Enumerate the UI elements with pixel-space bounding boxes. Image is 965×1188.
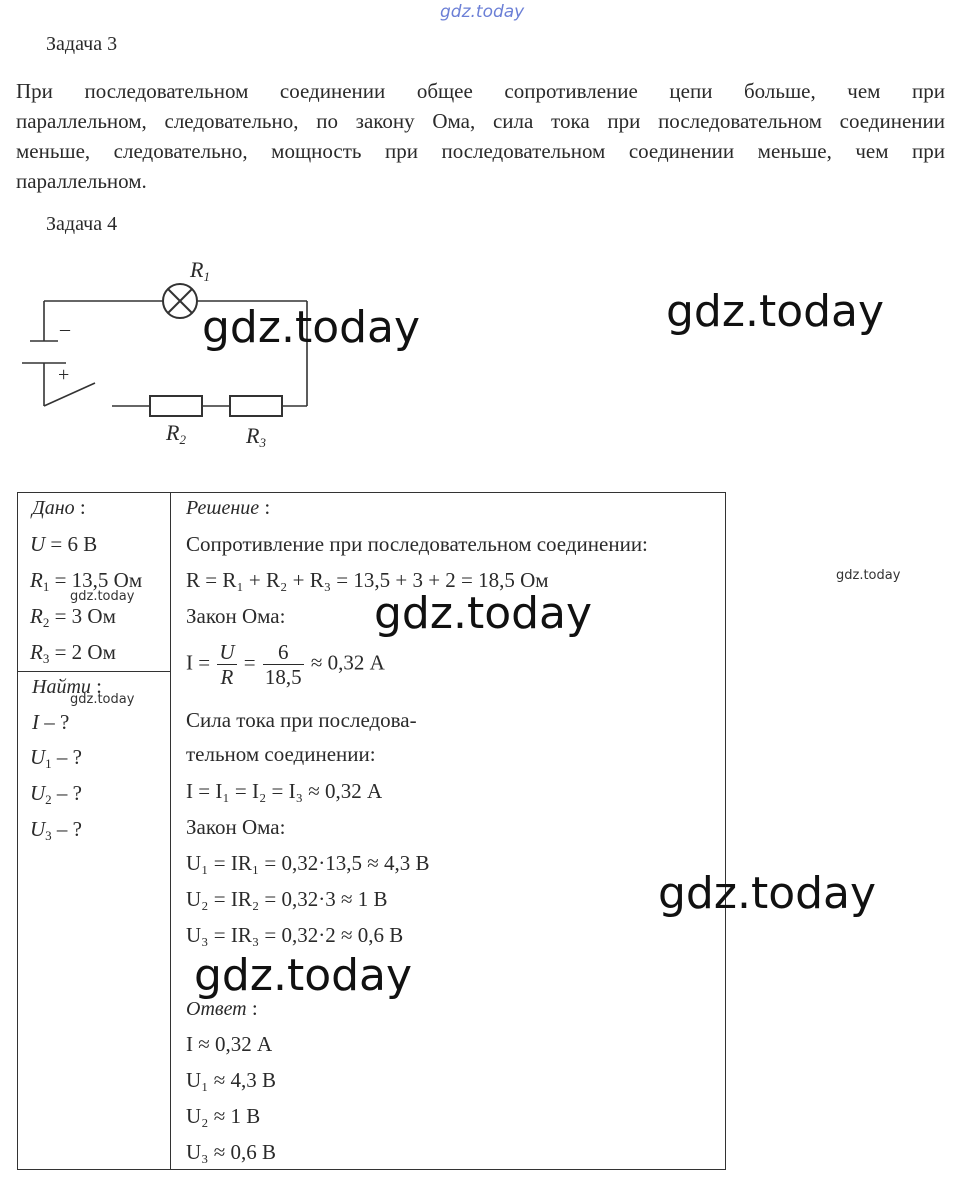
answer-u1: U₁ ≈ 4,3 В xyxy=(186,1068,277,1092)
find-u2: $U_2$ – ? xyxy=(30,781,82,807)
task3-heading: Задача 3 xyxy=(46,33,118,55)
watermark-small-2: gdz.today xyxy=(70,589,135,604)
current-text-1: Сила тока при последова- xyxy=(186,708,417,732)
task3-line-4: параллельном. xyxy=(16,169,147,193)
resistance-formula: R = R₁ + R₂ + R₃ = 13,5 + 3 + 2 = 18,5 Ом xyxy=(186,568,549,592)
watermark-5: gdz.today xyxy=(194,950,413,1001)
task3-paragraph xyxy=(16,76,945,196)
given-r3: $R_3 = 2$ Ом xyxy=(30,640,116,666)
u2-formula: U₂ = IR₂ = 0,32·3 ≈ 1 В xyxy=(186,887,388,911)
watermark-small-3: gdz.today xyxy=(70,692,135,707)
label-r3: $R_3$ xyxy=(246,423,266,450)
resistance-text: Сопротивление при последовательном соединении: xyxy=(186,532,648,556)
find-u3: $U_3$ – ? xyxy=(30,817,82,843)
resistor-r3 xyxy=(230,396,282,416)
battery-minus: – xyxy=(60,318,70,340)
table-divider-horizontal xyxy=(17,671,171,672)
fraction-u-over-r: $\frac{U}{R}$ xyxy=(219,640,235,689)
task4-heading: Задача 4 xyxy=(46,213,118,235)
given-u: U = 6 В xyxy=(30,532,98,556)
find-title: Найти : xyxy=(32,674,102,698)
watermark-4: gdz.today xyxy=(658,868,877,919)
task3-line-3: меньше, следовательно, мощность при последовательном соединении меньше, чем при xyxy=(16,139,945,163)
solution-title: Решение : xyxy=(186,495,271,519)
resistor-r2 xyxy=(150,396,202,416)
given-r1: $R_1 = 13,5$ Ом xyxy=(30,568,143,594)
label-r2: $R_2$ xyxy=(166,420,186,447)
lamp-r1 xyxy=(163,284,197,318)
answer-title: Ответ : xyxy=(186,996,258,1020)
ohm-law-label-2: Закон Ома: xyxy=(186,815,286,839)
label-r1: $R_1$ xyxy=(190,257,210,284)
u3-formula: U₃ = IR₃ = 0,32·2 ≈ 0,6 В xyxy=(186,923,404,947)
given-title: Дано : xyxy=(32,495,86,519)
watermark-top: gdz.today xyxy=(440,2,525,22)
current-formula: I = $\frac{U}{R}$ = $\frac{6}{18,5}$ ≈ 0,32 А xyxy=(186,640,385,689)
answer-u3: U₃ ≈ 0,6 В xyxy=(186,1140,277,1164)
answer-u2: U₂ ≈ 1 В xyxy=(186,1104,261,1128)
watermark-1: gdz.today xyxy=(202,302,421,353)
current-text-2: тельном соединении: xyxy=(186,742,376,766)
watermark-small-1: gdz.today xyxy=(836,568,901,583)
ohm-law-label: Закон Ома: xyxy=(186,604,286,628)
find-u1: $U_1$ – ? xyxy=(30,745,82,771)
current-equal: I = I₁ = I₂ = I₃ ≈ 0,32 А xyxy=(186,779,383,803)
task3-line-2: параллельном, следовательно, по закону Ома, сила тока при последовательном соединении xyxy=(16,109,945,133)
u1-formula: U₁ = IR₁ = 0,32·13,5 ≈ 4,3 В xyxy=(186,851,430,875)
given-r2: $R_2 = 3$ Ом xyxy=(30,604,116,630)
answer-i: I ≈ 0,32 А xyxy=(186,1032,273,1056)
find-i: I – ? xyxy=(32,710,70,734)
watermark-3: gdz.today xyxy=(374,588,593,639)
fraction-6-over-18-5: $\frac{6}{18,5}$ xyxy=(264,640,302,689)
task3-line-1: При последовательном соединении общее сопротивление цепи больше, чем при xyxy=(16,79,945,103)
table-divider-vertical xyxy=(170,492,171,1170)
battery-plus: + xyxy=(58,364,70,386)
watermark-2: gdz.today xyxy=(666,286,885,337)
